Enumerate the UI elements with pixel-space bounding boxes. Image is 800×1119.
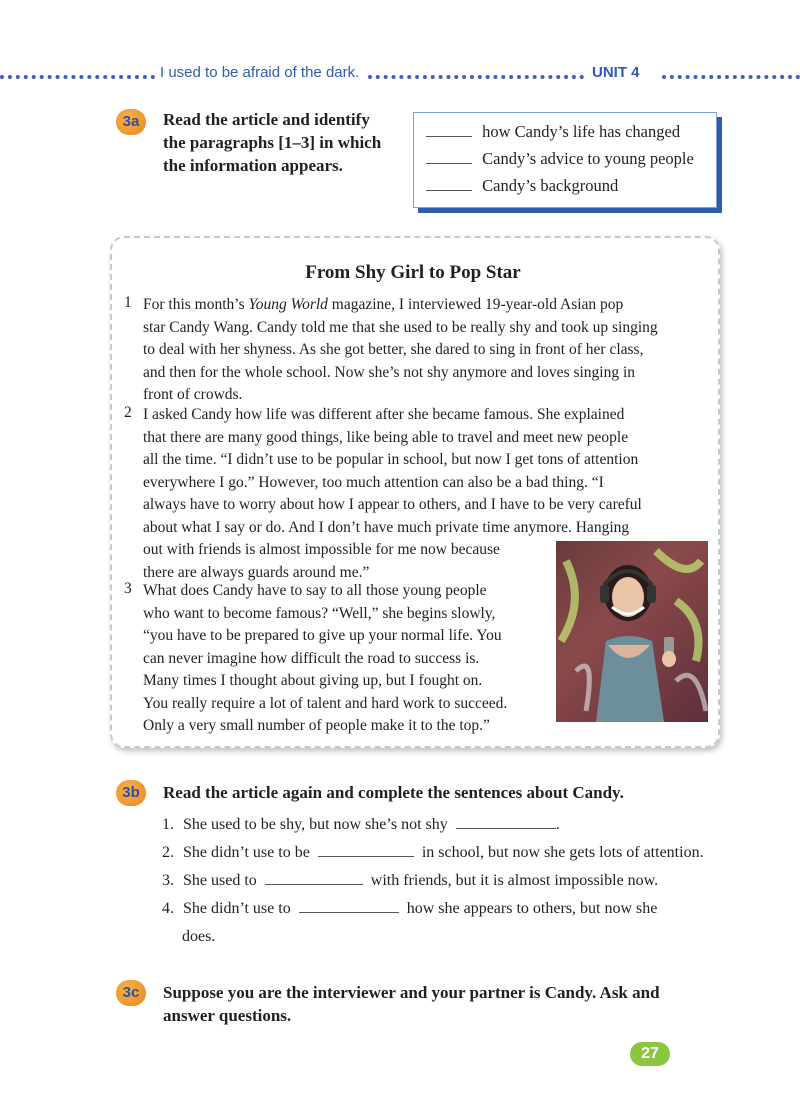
singer-illustration: [556, 541, 708, 722]
instruction-line: the paragraphs [1–3] in which: [163, 133, 382, 152]
paragraph-line: who want to become famous? “Well,” she begins slowly,: [143, 604, 496, 622]
exercise-badge-3a: 3a: [116, 109, 146, 135]
exercise-badge-3b: 3b: [116, 780, 146, 806]
fill-blank[interactable]: [265, 884, 363, 885]
sentence-item: 3. She used to with friends, but it is almost impossible now.: [162, 872, 659, 889]
paragraph-line: everywhere I go.” However, too much attention can also be a bad thing. “I: [143, 473, 604, 491]
page-number: 27: [630, 1042, 670, 1066]
paragraph-line: about what I say or do. And I don’t have much private time anymore. Hanging: [143, 518, 630, 536]
paragraph-line: all the time. “I didn’t use to be popular in school, but now I get tons of attention: [143, 451, 639, 468]
answer-blank[interactable]: [426, 136, 472, 137]
article-title: From Shy Girl to Pop Star: [305, 262, 521, 283]
paragraph-line: can never imagine how difficult the road to success is.: [143, 649, 480, 667]
exercise-3a-instruction: [163, 108, 381, 177]
paragraph-1: [143, 294, 703, 407]
fill-blank[interactable]: [456, 828, 556, 829]
fill-blank[interactable]: [299, 912, 399, 913]
paragraph-number: 2: [124, 404, 132, 421]
instruction-line: Suppose you are the interviewer and your partner is Candy. Ask and: [163, 983, 660, 1002]
paragraph-line: You really require a lot of talent and hard work to succeed.: [143, 694, 508, 712]
paragraph-line: to deal with her shyness. As she got better, she dared to sing in front of her class,: [143, 341, 644, 358]
answer-blank[interactable]: [426, 163, 472, 164]
magazine-name: Young World: [248, 296, 328, 313]
answer-box-3a: [413, 112, 717, 208]
header-dots-middle: [368, 75, 584, 79]
header-title: I used to be afraid of the dark.: [160, 64, 360, 81]
paragraph-number: 1: [124, 294, 132, 311]
answer-row: [426, 176, 618, 196]
sentence-item: 4. She didn’t use to how she appears to others, but now she: [162, 900, 658, 917]
paragraph-line: What does Candy have to say to all those young people: [143, 582, 487, 599]
paragraph-line: always have to worry about how I appear to others, and I have to be very careful: [143, 496, 642, 513]
fill-blank[interactable]: [318, 856, 414, 857]
sentence-continuation: does.: [182, 928, 216, 945]
answer-option: Candy’s advice to young people: [482, 149, 694, 168]
paragraph-line: “you have to be prepared to give up your normal life. You: [143, 627, 502, 644]
sentence-item: 2. She didn’t use to be in school, but now she gets lots of attention.: [162, 844, 704, 861]
header-unit: UNIT 4: [592, 64, 640, 81]
instruction-line: the information appears.: [163, 156, 343, 175]
paragraph-line: there are always guards around me.”: [143, 563, 370, 581]
paragraph-number: 3: [124, 580, 132, 597]
header-dots-left: [0, 75, 155, 79]
paragraph-line: I asked Candy how life was different after she became famous. She explained: [143, 406, 625, 423]
exercise-3c-instruction: [163, 981, 660, 1027]
paragraph-line: that there are many good things, like being able to travel and meet new people: [143, 428, 629, 446]
candy-photo: [556, 541, 708, 722]
paragraph-line: star Candy Wang. Candy told me that she used to be really shy and took up singing: [143, 318, 658, 336]
header-dots-right: [662, 75, 800, 79]
answer-row: [426, 122, 680, 142]
paragraph-line: and then for the whole school. Now she’s not shy anymore and loves singing in: [143, 363, 636, 381]
answer-option: Candy’s background: [482, 176, 619, 195]
paragraph-line: out with friends is almost impossible for me now because: [143, 541, 500, 558]
exercise-badge-3c: 3c: [116, 980, 146, 1006]
paragraph-line: For this month’s Young World magazine, I interviewed 19-year-old Asian pop: [143, 296, 624, 313]
sentence-item: 1. She used to be shy, but now she’s not shy .: [162, 816, 560, 833]
answer-option: how Candy’s life has changed: [482, 122, 681, 141]
paragraph-3: [143, 580, 548, 738]
instruction-line: answer questions.: [163, 1006, 292, 1025]
answer-row: [426, 149, 694, 169]
instruction-line: Read the article and identify: [163, 110, 370, 129]
exercise-3b-instruction: Read the article again and complete the sentences about Candy.: [163, 783, 624, 802]
answer-blank[interactable]: [426, 190, 472, 191]
paragraph-line: Many times I thought about giving up, but I fought on.: [143, 672, 483, 689]
paragraph-line: front of crowds.: [143, 386, 243, 403]
paragraph-line: Only a very small number of people make it to the top.”: [143, 717, 490, 734]
